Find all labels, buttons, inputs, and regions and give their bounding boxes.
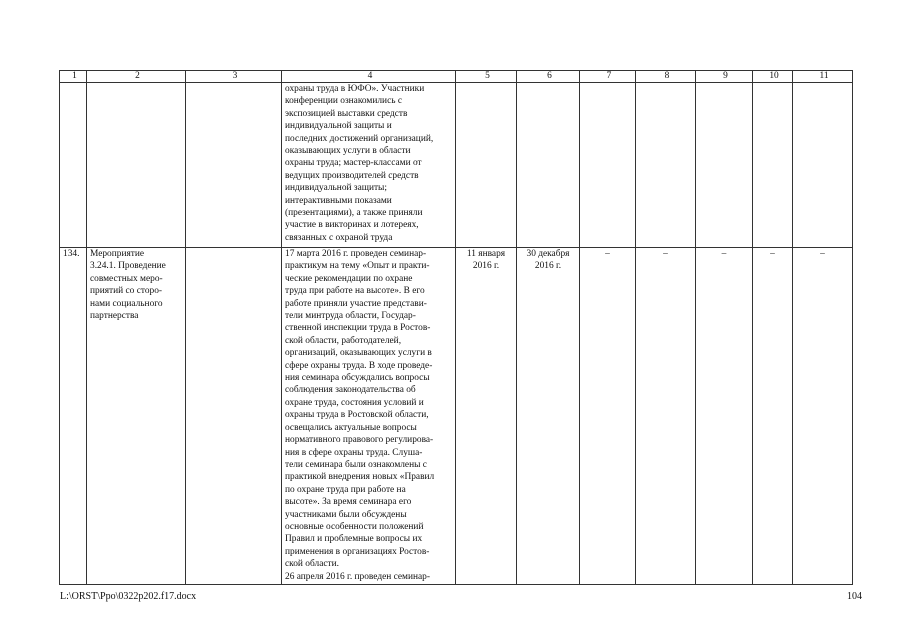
col-header: 11: [793, 71, 853, 83]
cell-col8: –: [636, 248, 696, 585]
col-header: 9: [696, 71, 753, 83]
report-table: [59, 70, 853, 585]
text-line: последних достижений организаций,: [285, 133, 434, 144]
page-number: 104: [847, 591, 862, 602]
text-line: индивидуальной защиты;: [285, 183, 387, 194]
text-line: практикой внедрения новых «Правил: [285, 472, 435, 483]
text-line: 2016 г.: [472, 261, 500, 272]
text-line: по охране труда при работе на: [285, 484, 406, 495]
cell-col8: [636, 83, 696, 248]
cell-description: [282, 83, 456, 248]
text-line: нормативного правового регулирова-: [285, 435, 434, 446]
text-line: ния семинара обсуждались вопросы: [285, 373, 430, 384]
table-row-continuation: [60, 83, 853, 248]
cell-col10: –: [753, 248, 793, 585]
col-header: 1: [60, 71, 87, 83]
text-line: 11 января: [466, 249, 506, 259]
col-header: 8: [636, 71, 696, 83]
cell-num: 134.: [60, 248, 87, 585]
text-line: 3.24.1. Проведение: [90, 261, 166, 272]
cell-end-date: [517, 83, 580, 248]
cell-col3: [186, 248, 282, 585]
cell-description: [282, 248, 456, 585]
text-line: нами социального: [90, 298, 163, 309]
col-header: 7: [580, 71, 636, 83]
header-row: [60, 71, 853, 83]
cell-col11: –: [793, 248, 853, 585]
text-line: участие в викторинах и лотереях,: [285, 220, 419, 231]
text-line: ведущих производителей средств: [285, 170, 419, 181]
text-line: (презентациями), а также приняли: [285, 208, 423, 219]
cell-start-date: [456, 83, 517, 248]
text-line: ской области.: [285, 559, 339, 570]
text-line: охраны труда в Ростовской области,: [285, 410, 429, 421]
cell-num: [60, 83, 87, 248]
text-line: совместных меро-: [90, 273, 163, 284]
col-header: 10: [753, 71, 793, 83]
text-line: экспозицией выставки средств: [285, 108, 408, 119]
cell-col3: [186, 83, 282, 248]
text-line: освещались актуальные вопросы: [285, 422, 417, 433]
cell-start-date: [456, 248, 517, 585]
text-line: труда при работе на высоте». В его: [285, 286, 425, 297]
text-line: ской области, работодателей,: [285, 335, 402, 346]
text-line: практикум на тему «Опыт и практи-: [285, 261, 430, 272]
text-line: организаций, оказывающих услуги в: [285, 348, 432, 359]
cell-col9: –: [696, 248, 753, 585]
text-line: партнерства: [90, 311, 139, 322]
text-line: тели минтруда области, Государ-: [285, 311, 416, 322]
text-line: 2016 г.: [534, 261, 562, 272]
text-line: индивидуальной защиты и: [285, 121, 392, 132]
text-line: сфере охраны труда. В ходе проведе-: [285, 360, 433, 371]
col-header: 5: [456, 71, 517, 83]
text-line: соблюдения законодательства об: [285, 385, 416, 396]
text-line: интерактивными показами: [285, 195, 392, 206]
cell-event: [87, 248, 186, 585]
footer-file-path: L:\ORST\Ppo\0322p202.f17.docx: [60, 591, 197, 602]
table-row-134: [60, 248, 853, 585]
col-header: 3: [186, 71, 282, 83]
text-line: тели семинара были ознакомлены с: [285, 459, 427, 470]
text-line: связанных с охраной труда: [285, 232, 393, 243]
text-line: 26 апреля 2016 г. проведен семинар-: [285, 571, 430, 582]
col-header: 6: [517, 71, 580, 83]
text-line: участниками были обсуждены: [285, 509, 407, 520]
text-line: Правил и проблемные вопросы их: [285, 534, 423, 545]
text-line: приятий со сторо-: [90, 286, 163, 297]
text-line: работе приняли участие представи-: [285, 298, 427, 309]
cell-col7: –: [580, 248, 636, 585]
text-line: основные особенности положений: [285, 521, 424, 532]
text-line: охраны труда в ЮФО». Участники: [285, 84, 425, 94]
col-header: 4: [282, 71, 456, 83]
cell-event: [87, 83, 186, 248]
text-line: Мероприятие: [90, 249, 145, 259]
col-header: 2: [87, 71, 186, 83]
cell-col7: [580, 83, 636, 248]
text-line: ческие рекомендации по охране: [285, 273, 413, 284]
text-line: охране труда, состояния условий и: [285, 397, 424, 408]
text-line: охраны труда; мастер-классами от: [285, 158, 422, 169]
text-line: 17 марта 2016 г. проведен семинар-: [285, 249, 427, 259]
cell-col11: [793, 83, 853, 248]
text-line: применения в организациях Ростов-: [285, 546, 430, 557]
text-line: высоте». За время семинара его: [285, 497, 412, 508]
text-line: ственной инспекции труда в Ростов-: [285, 323, 431, 334]
text-line: 30 декабря: [526, 249, 570, 259]
cell-col10: [753, 83, 793, 248]
cell-end-date: [517, 248, 580, 585]
text-line: конференции ознакомились с: [285, 96, 403, 107]
cell-col9: [696, 83, 753, 248]
text-line: ния в сфере охраны труда. Слуша-: [285, 447, 423, 458]
text-line: оказывающих услуги в области: [285, 146, 411, 157]
